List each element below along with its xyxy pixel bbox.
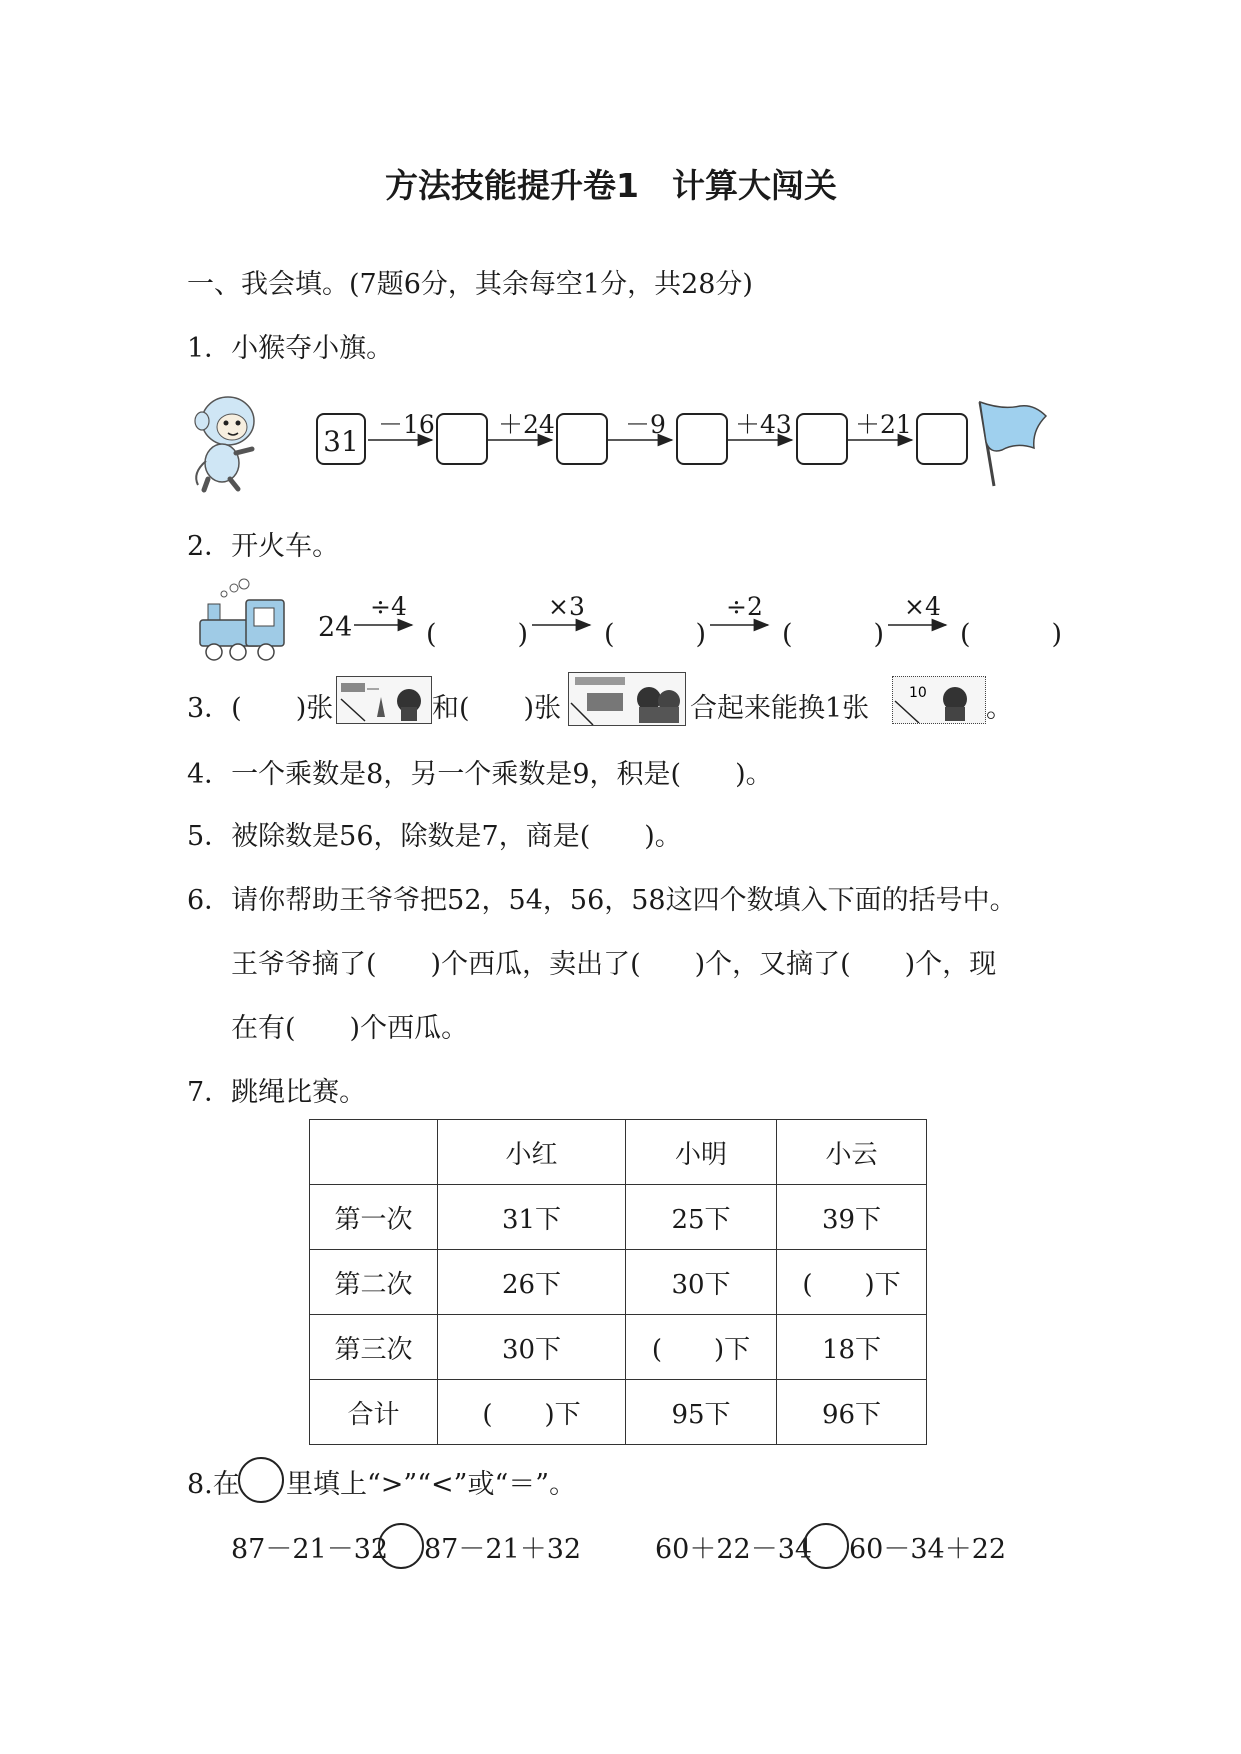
flag-icon	[972, 396, 1052, 488]
answer-blank[interactable]: ( )	[782, 619, 885, 650]
score-table	[309, 1119, 927, 1445]
answer-box[interactable]	[436, 413, 488, 465]
table-cell: 95下	[626, 1380, 777, 1445]
table-cell-blank[interactable]: ( )下	[626, 1315, 777, 1380]
question-8-suffix: 里填上“>”“<”或“＝”。	[286, 1469, 577, 1500]
op-label: ＋21	[855, 410, 912, 439]
train-icon	[194, 578, 290, 664]
op-label: ＋24	[498, 410, 555, 439]
expression-left: 87－21－32	[231, 1534, 389, 1565]
table-cell-blank[interactable]: ( )下	[438, 1380, 626, 1445]
answer-blank[interactable]: ( )	[960, 619, 1063, 650]
expression-right: 60－34＋22	[849, 1534, 1007, 1565]
table-cell: 18下	[777, 1315, 927, 1380]
table-header-row	[310, 1120, 927, 1185]
table-cell: 25下	[626, 1185, 777, 1250]
question-8-prefix: 8.在	[187, 1469, 240, 1500]
question-3-part3: 合起来能换1张	[690, 693, 870, 724]
monkey-icon	[186, 393, 266, 493]
op-label: －9	[625, 410, 666, 439]
compare-circle[interactable]	[378, 1523, 424, 1569]
table-header-cell	[310, 1120, 438, 1185]
table-cell: 31下	[438, 1185, 626, 1250]
table-row	[310, 1380, 927, 1445]
question-6-line1: 6．请你帮助王爷爷把52，54，56，58这四个数填入下面的括号中。	[187, 885, 1017, 916]
table-row	[310, 1250, 927, 1315]
banknote-1yuan-icon	[336, 676, 432, 724]
table-cell: 26下	[438, 1250, 626, 1315]
answer-box[interactable]	[796, 413, 848, 465]
row-label: 第二次	[310, 1250, 438, 1315]
op-label: ×4	[904, 592, 941, 621]
question-2-text: 2．开火车。	[187, 531, 340, 562]
table-header-cell: 小红	[438, 1120, 626, 1185]
banknote-5yuan-icon	[568, 672, 686, 726]
section-heading: 一、我会填。(7题6分，其余每空1分，共28分)	[187, 269, 753, 300]
question-5-text: 5．被除数是56，除数是7，商是( )。	[187, 821, 682, 852]
question-7-text: 7．跳绳比赛。	[187, 1077, 367, 1108]
row-label: 第一次	[310, 1185, 438, 1250]
start-number: 24	[318, 612, 353, 643]
compare-circle-example	[238, 1457, 284, 1503]
answer-box[interactable]	[916, 413, 968, 465]
expression-left: 60＋22－34	[655, 1534, 813, 1565]
answer-blank[interactable]: ( )	[604, 619, 707, 650]
table-row	[310, 1185, 927, 1250]
table-cell: 39下	[777, 1185, 927, 1250]
banknote-10yuan-icon	[892, 676, 986, 724]
op-label: －16	[378, 410, 435, 439]
question-3-part1: 3．( )张	[187, 693, 334, 724]
question-4-text: 4．一个乘数是8，另一个乘数是9，积是( )。	[187, 759, 773, 790]
op-label: ＋43	[735, 410, 792, 439]
op-label: ×3	[548, 592, 585, 621]
answer-blank[interactable]: ( )	[426, 619, 529, 650]
table-header-cell: 小明	[626, 1120, 777, 1185]
start-number: 31	[323, 425, 359, 458]
table-row	[310, 1315, 927, 1380]
compare-circle[interactable]	[803, 1523, 849, 1569]
page-title: 方法技能提升卷1 计算大闯关	[385, 166, 837, 205]
op-label: ÷2	[726, 592, 763, 621]
question-3-part4: 。	[986, 693, 1013, 724]
table-cell-blank[interactable]: ( )下	[777, 1250, 927, 1315]
table-cell: 30下	[438, 1315, 626, 1380]
table-header-cell: 小云	[777, 1120, 927, 1185]
row-label: 合计	[310, 1380, 438, 1445]
expression-right: 87－21＋32	[424, 1534, 582, 1565]
row-label: 第三次	[310, 1315, 438, 1380]
question-6-line3: 在有( )个西瓜。	[231, 1013, 469, 1044]
op-label: ÷4	[370, 592, 407, 621]
question-1-text: 1．小猴夺小旗。	[187, 333, 394, 364]
answer-box[interactable]	[556, 413, 608, 465]
svg-text:10: 10	[909, 685, 927, 701]
question-6-line2: 王爷爷摘了( )个西瓜，卖出了( )个，又摘了( )个，现	[231, 949, 997, 980]
question-3-part2: 和( )张	[432, 693, 562, 724]
table-cell: 30下	[626, 1250, 777, 1315]
start-number-box	[316, 413, 366, 465]
table-cell: 96下	[777, 1380, 927, 1445]
answer-box[interactable]	[676, 413, 728, 465]
